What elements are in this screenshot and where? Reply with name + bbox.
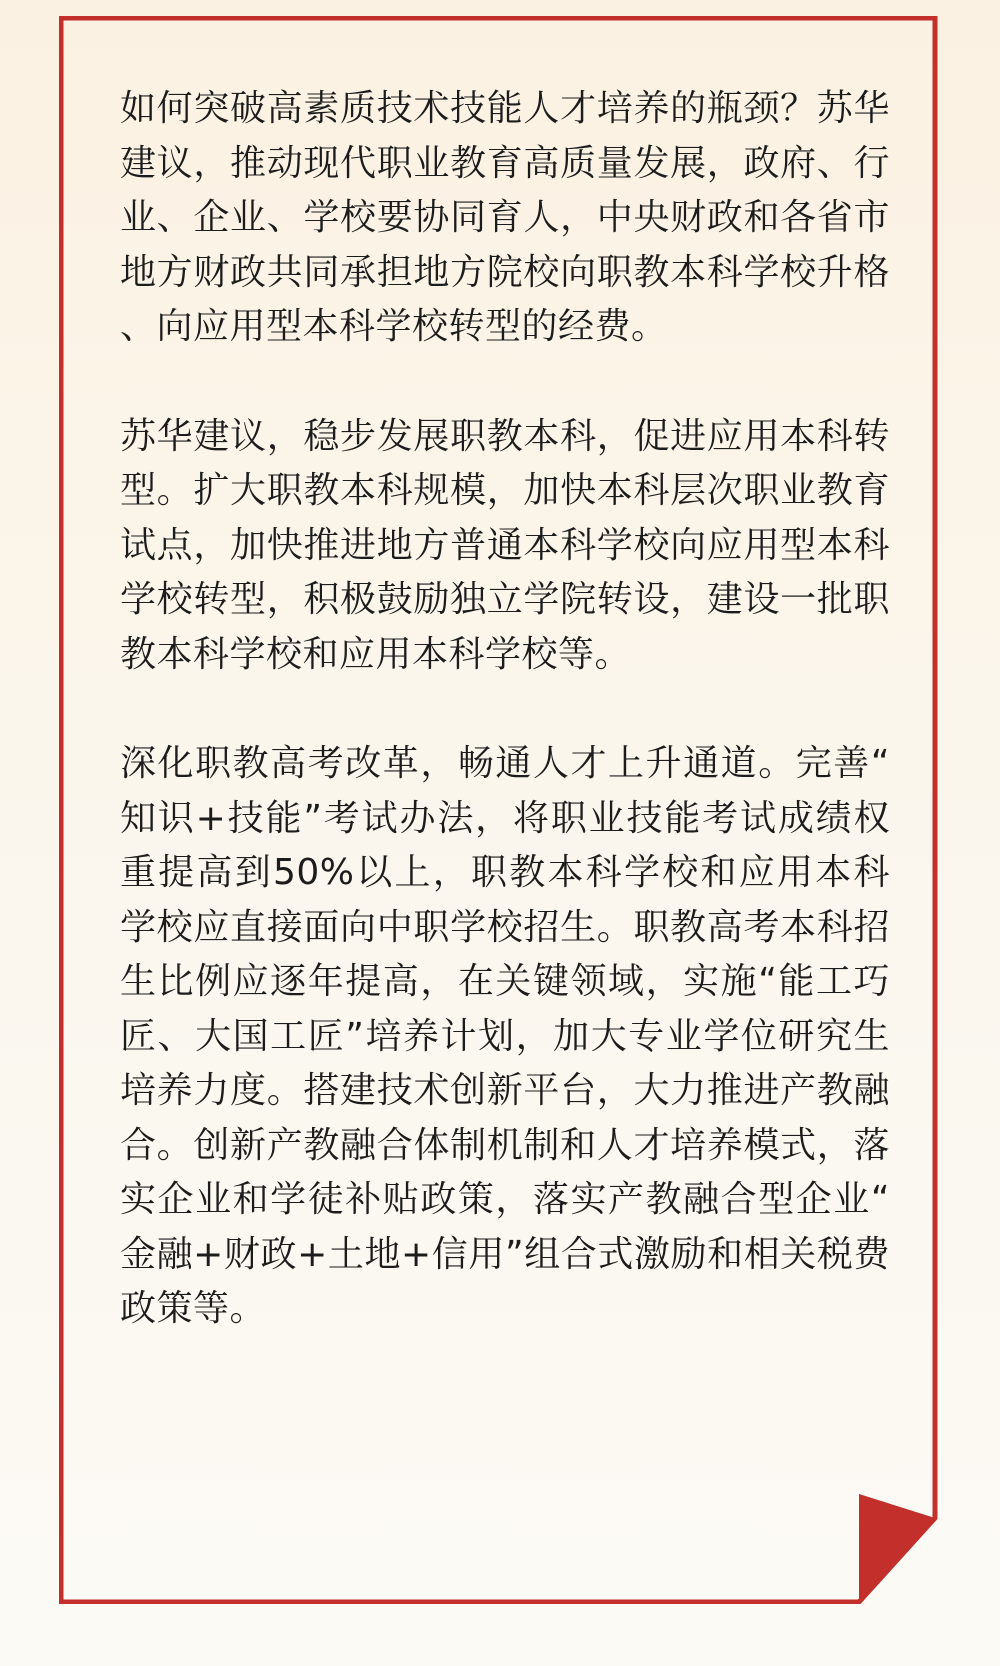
- paragraph-1: 如何突破高素质技术技能人才培养的瓶颈？苏华建议，推动现代职业教育高质量发展，政府、行业、企业、学校要协同育人，中央财政和各省市地方财政共同承担地方院校向职教本科学校升格、向应用型本科学校转型的经费。: [120, 88, 890, 347]
- paragraph-3: 深化职教高考改革，畅通人才上升通道。完善“知识+技能”考试办法，将职业技能考试成绩权重提高到50%以上，职教本科学校和应用本科学校应直接面向中职学校招生。职教高考本科招生比例应逐年提高，在关键领域，实施“能工巧匠、大国工匠”培养计划，加大专业学位研究生培养力度。搭建技术创新平台，大力推进产教融合。创新产教融合体制机制和人才培养模式，落实企业和学徒补贴政策，落实产教融合型企业“金融+财政+土地+信用”组合式激励和相关税费政策等。: [120, 743, 890, 1329]
- article-body: [120, 82, 890, 1337]
- folded-corner: [859, 1494, 935, 1602]
- paragraph-2: 苏华建议，稳步发展职教本科，促进应用本科转型。扩大职教本科规模，加快本科层次职业教育试点，加快推进地方普通本科学校向应用型本科学校转型，积极鼓励独立学院转设，建设一批职教本科学校和应用本科学校等。: [120, 415, 890, 675]
